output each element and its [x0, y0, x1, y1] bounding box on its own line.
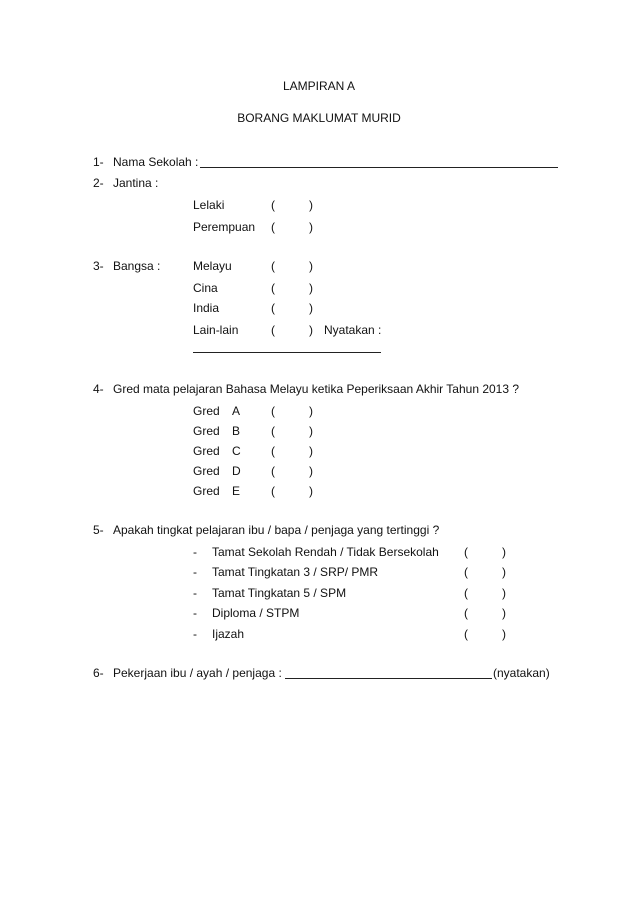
- q3-label: Bangsa :: [113, 259, 161, 273]
- checkbox-close: ): [309, 259, 313, 273]
- q5-number: 5-: [93, 523, 104, 537]
- checkbox-close: ): [502, 586, 506, 600]
- checkbox-open: (: [271, 464, 275, 478]
- bullet-dash: -: [193, 545, 197, 559]
- bullet-dash: -: [193, 606, 197, 620]
- checkbox-open: (: [464, 606, 468, 620]
- checkbox-open: (: [271, 198, 275, 212]
- gred-word: Gred: [193, 424, 220, 438]
- checkbox-open: (: [271, 301, 275, 315]
- option-label: India: [193, 301, 220, 315]
- occupation-field[interactable]: [285, 678, 492, 679]
- checkbox-close: ): [502, 606, 506, 620]
- form-title: BORANG MAKLUMAT MURID: [237, 111, 401, 125]
- checkbox-open: (: [464, 545, 468, 559]
- grade-letter: A: [232, 404, 241, 418]
- option-label: Cina: [193, 281, 218, 295]
- grade-letter: C: [232, 444, 241, 458]
- q6-number: 6-: [93, 666, 104, 680]
- option-label: Lain-lain: [193, 323, 239, 337]
- q2-number: 2-: [93, 176, 104, 190]
- checkbox-open: (: [271, 220, 275, 234]
- grade-letter: E: [232, 484, 241, 498]
- q5-label: Apakah tingkat pelajaran ibu / bapa / penjaga yang tertinggi ?: [113, 523, 440, 537]
- checkbox-close: ): [309, 281, 313, 295]
- checkbox-close: ): [309, 220, 313, 234]
- grade-letter: D: [232, 464, 241, 478]
- checkbox-close: ): [502, 565, 506, 579]
- checkbox-open: (: [464, 565, 468, 579]
- checkbox-open: (: [271, 323, 275, 337]
- option-label: Ijazah: [212, 627, 245, 641]
- checkbox-open: (: [464, 627, 468, 641]
- option-label: Perempuan: [193, 220, 256, 234]
- checkbox-close: ): [309, 464, 313, 478]
- q4-label: Gred mata pelajaran Bahasa Melayu ketika Peperiksaan Akhir Tahun 2013 ?: [113, 382, 520, 396]
- q6-label: Pekerjaan ibu / ayah / penjaga :: [113, 666, 282, 680]
- gred-word: Gred: [193, 404, 220, 418]
- checkbox-close: ): [309, 424, 313, 438]
- checkbox-open: (: [271, 484, 275, 498]
- checkbox-open: (: [271, 281, 275, 295]
- option-label: Tamat Tingkatan 3 / SRP/ PMR: [212, 565, 379, 579]
- option-label: Diploma / STPM: [212, 606, 300, 620]
- checkbox-close: ): [309, 404, 313, 418]
- q4-number: 4-: [93, 382, 104, 396]
- gred-word: Gred: [193, 444, 220, 458]
- race-specify-label: Nyatakan :: [324, 323, 382, 337]
- checkbox-close: ): [309, 323, 313, 337]
- option-label: Lelaki: [193, 198, 225, 212]
- checkbox-close: ): [309, 198, 313, 212]
- q3-number: 3-: [93, 259, 104, 273]
- checkbox-close: ): [502, 545, 506, 559]
- race-specify-field[interactable]: [193, 352, 381, 353]
- checkbox-close: ): [309, 444, 313, 458]
- checkbox-close: ): [309, 484, 313, 498]
- option-label: Melayu: [193, 259, 232, 273]
- q1-number: 1-: [93, 155, 104, 169]
- gred-word: Gred: [193, 484, 220, 498]
- q2-label: Jantina :: [113, 176, 159, 190]
- school-name-field[interactable]: [200, 167, 558, 168]
- checkbox-close: ): [502, 627, 506, 641]
- option-label: Tamat Sekolah Rendah / Tidak Bersekolah: [212, 545, 439, 559]
- bullet-dash: -: [193, 565, 197, 579]
- gred-word: Gred: [193, 464, 220, 478]
- checkbox-close: ): [309, 301, 313, 315]
- checkbox-open: (: [464, 586, 468, 600]
- bullet-dash: -: [193, 627, 197, 641]
- bullet-dash: -: [193, 586, 197, 600]
- checkbox-open: (: [271, 444, 275, 458]
- checkbox-open: (: [271, 259, 275, 273]
- form-appendix-title: LAMPIRAN A: [282, 79, 356, 93]
- q6-suffix: (nyatakan): [493, 666, 550, 680]
- grade-letter: B: [232, 424, 241, 438]
- option-label: Tamat Tingkatan 5 / SPM: [212, 586, 347, 600]
- q1-label: Nama Sekolah :: [113, 155, 199, 169]
- checkbox-open: (: [271, 404, 275, 418]
- checkbox-open: (: [271, 424, 275, 438]
